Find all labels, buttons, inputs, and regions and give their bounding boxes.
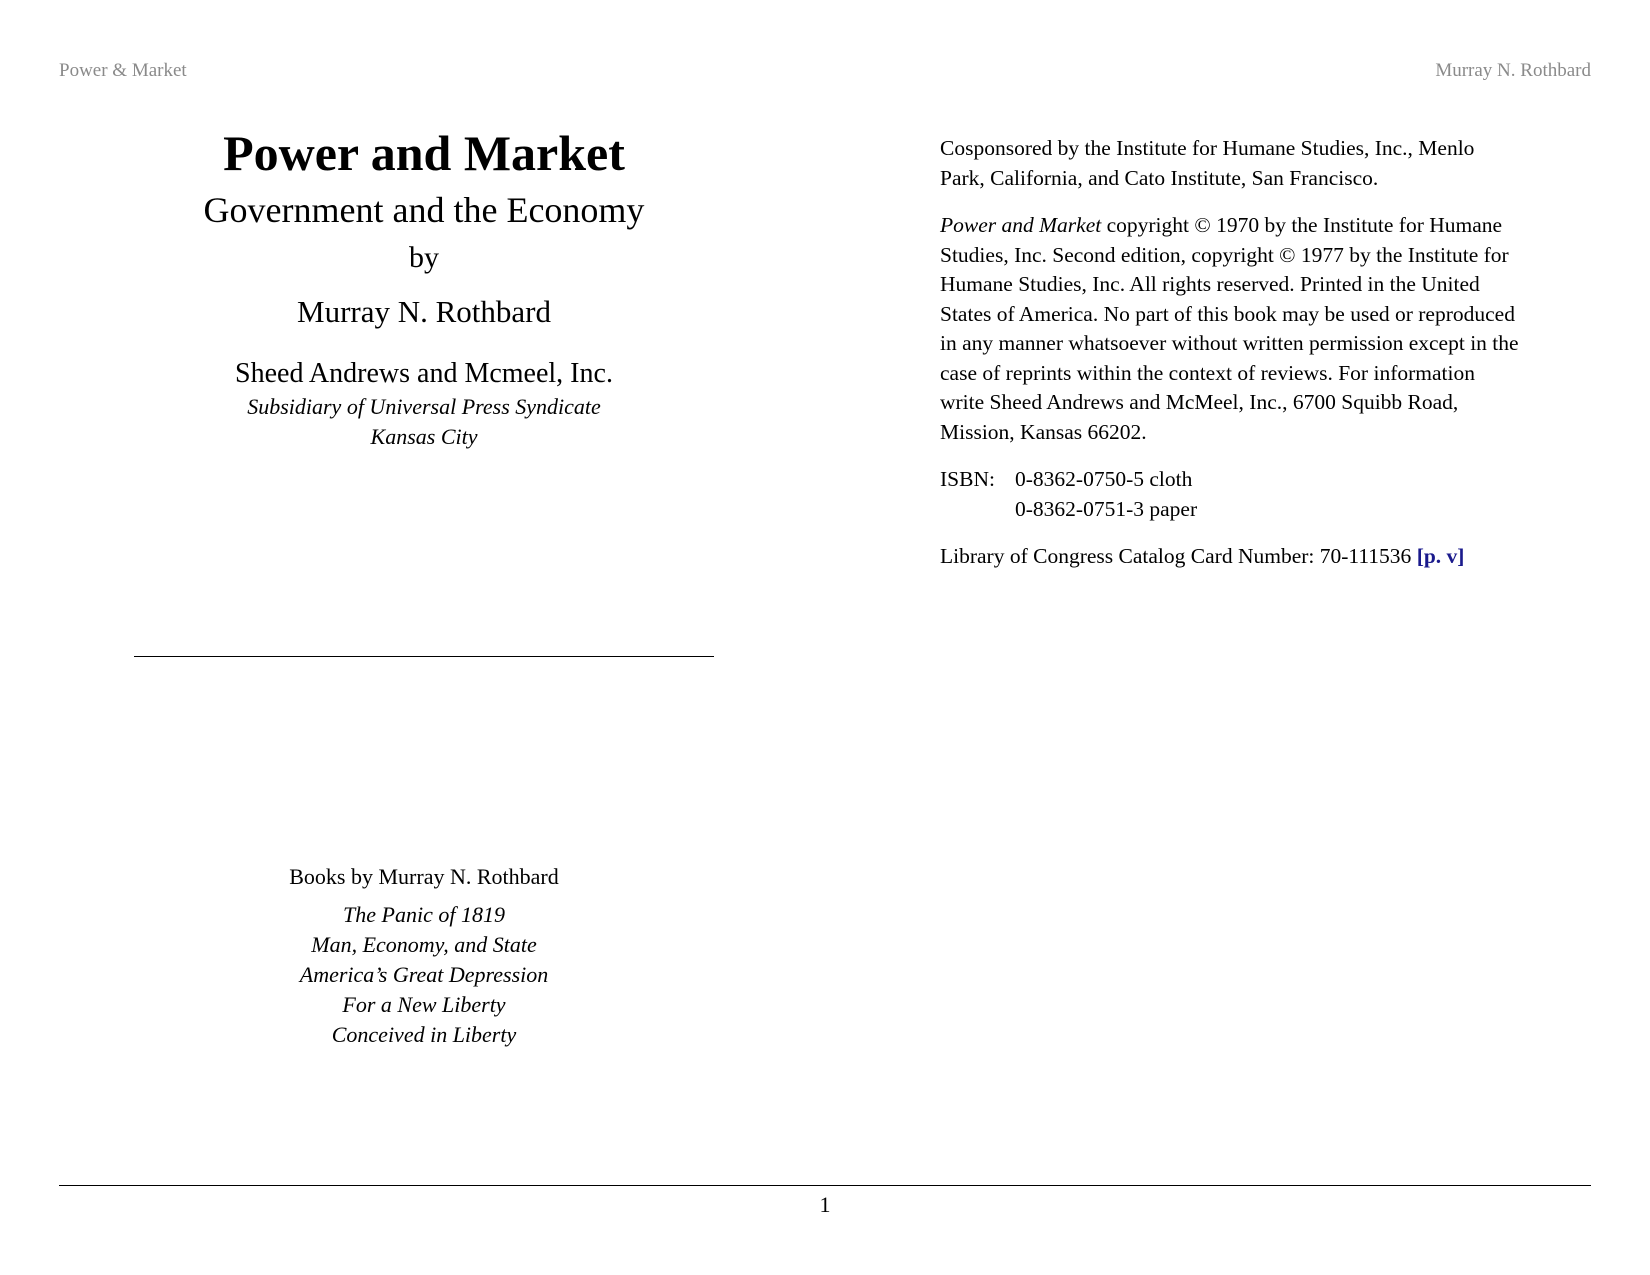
copyright-notice <box>940 211 1520 447</box>
book-title: Power and Market <box>223 125 625 181</box>
running-head-right: Murray N. Rothbard <box>1435 60 1591 81</box>
isbn-cloth: 0-8362-0750-5 cloth <box>1015 467 1193 491</box>
book-subtitle: Government and the Economy <box>203 190 645 230</box>
loc-text: Library of Congress Catalog Card Number: 70-111536 <box>940 544 1417 568</box>
section-divider <box>134 656 714 657</box>
publisher-name: Sheed Andrews and Mcmeel, Inc. <box>235 358 613 389</box>
isbn-paper: 0-8362-0751-3 paper <box>1015 496 1198 521</box>
isbn-block <box>940 465 1520 524</box>
book-list-item: The Panic of 1819 <box>343 902 505 927</box>
loc-catalog-number <box>940 542 1520 572</box>
copyright-page <box>940 134 1520 590</box>
page-ref-link[interactable]: [p. v] <box>1416 544 1465 568</box>
books-heading: Books by Murray N. Rothbard <box>289 864 559 889</box>
copyright-book-title: Power and Market <box>940 213 1102 237</box>
footer-rule <box>59 1185 1591 1186</box>
page-number: 1 <box>819 1192 831 1217</box>
copyright-text: copyright © 1970 by the Institute for Humane Studies, Inc. Second edition, copyright © 1977 by the Institute for Humane Studies, Inc. All rights reserved. Printed in the United States of America. No part of this book may be used or reproduced in any manner whatsoever without written permission except in the case of reprints within the context of reviews. For information write Sheed Andrews and McMeel, Inc., 6700 Squibb Road, Mission, Kansas 66202. <box>940 213 1519 444</box>
book-list-item: For a New Liberty <box>342 992 506 1017</box>
publisher-subsidiary: Subsidiary of Universal Press Syndicate <box>247 394 601 419</box>
book-list-item: America’s Great Depression <box>299 962 549 987</box>
book-list-item: Man, Economy, and State <box>311 932 537 957</box>
isbn-label: ISBN: <box>940 467 995 491</box>
by-line: by <box>409 241 439 274</box>
publisher-city: Kansas City <box>370 424 478 449</box>
book-list-item: Conceived in Liberty <box>331 1022 517 1047</box>
running-head-left: Power & Market <box>59 60 187 81</box>
author-name: Murray N. Rothbard <box>297 294 551 329</box>
title-page <box>134 122 714 452</box>
books-by-author <box>134 862 714 1050</box>
cosponsor-statement: Cosponsored by the Institute for Humane Studies, Inc., Menlo Park, California, and Cato Institute, San Francisco. <box>940 136 1475 190</box>
